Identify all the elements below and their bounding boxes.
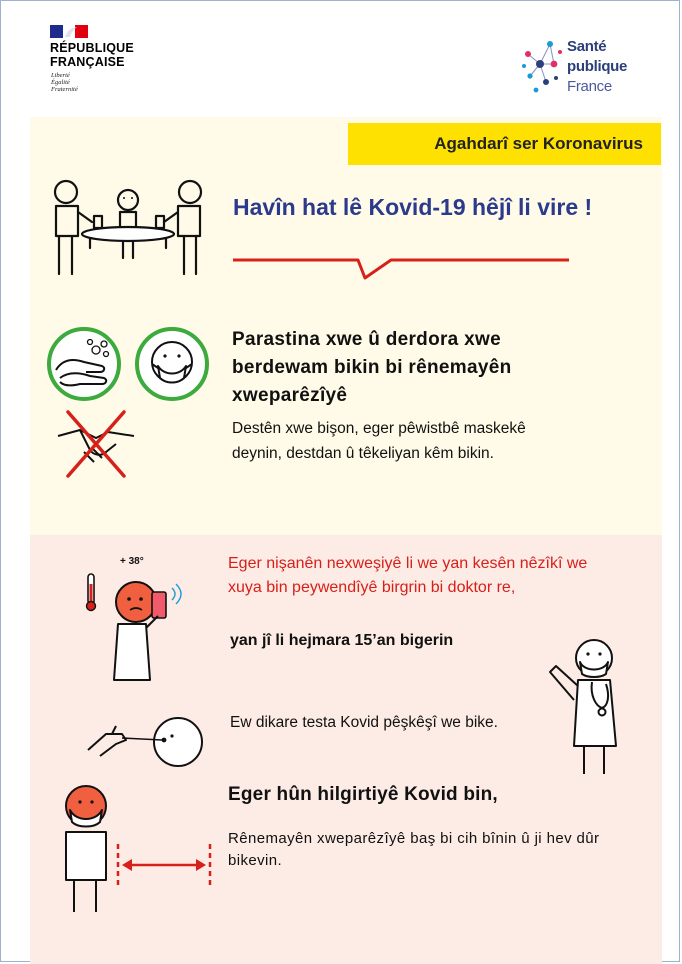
protection-body: Destên xwe bişon, eger pêwistbê maskekê deynin, destdan û têkeliyan kêm bikin. (232, 420, 526, 462)
contact-body: Rênemayên xweparêzîyê baş bi cih bînin û ji hev dûr bikevin. (228, 830, 600, 869)
symptoms-warning: Eger nişanên nexweşiyê li we yan kesên nêzîkî we xuya bin peywendîyê birgrin bi doktor re, (228, 555, 588, 596)
speech-bubble-underline (233, 250, 573, 280)
motto-fraternite: Fraternité (51, 86, 78, 93)
nasal-swab-test-illustration (86, 712, 206, 772)
family-at-table-illustration (50, 178, 210, 278)
no-handshake-icon (54, 406, 138, 482)
fever-phone-call-illustration (84, 566, 194, 680)
motto-liberte: Liberté (51, 72, 70, 79)
republic-name-line2: FRANÇAISE (50, 55, 125, 69)
spf-name-line1: Santé (567, 38, 607, 55)
distance-arrow-icon (110, 840, 218, 890)
protection-heading: Parastina xwe û derdora xwe berdewam bikin bi rênemayên xweparêzîyê (232, 329, 512, 406)
hand-washing-icon (46, 326, 122, 402)
page-title: Havîn hat lê Kovid-19 hêjî li vire ! (233, 194, 593, 220)
spf-name-line2: publique (567, 58, 628, 75)
emergency-number-text: yan jî li hejmara 15’an bigerin (230, 632, 454, 649)
test-info-text: Ew dikare testa Kovid pêşkêşî we bike. (230, 714, 498, 731)
french-flag-icon (50, 25, 88, 38)
topic-banner: Agahdarî ser Koronavirus (348, 123, 661, 165)
motto-egalite: Égalité (51, 79, 70, 86)
spf-name-line3: France (567, 78, 612, 95)
contact-heading: Eger hûn hilgirtiyê Kovid bin, (228, 784, 498, 805)
masked-person-illustration (56, 778, 112, 916)
face-mask-icon (134, 326, 210, 402)
republic-name-line1: RÉPUBLIQUE (50, 41, 134, 55)
doctor-illustration (544, 636, 634, 778)
sante-publique-france-logo-icon (520, 34, 564, 98)
temperature-label: + 38° (120, 556, 144, 567)
